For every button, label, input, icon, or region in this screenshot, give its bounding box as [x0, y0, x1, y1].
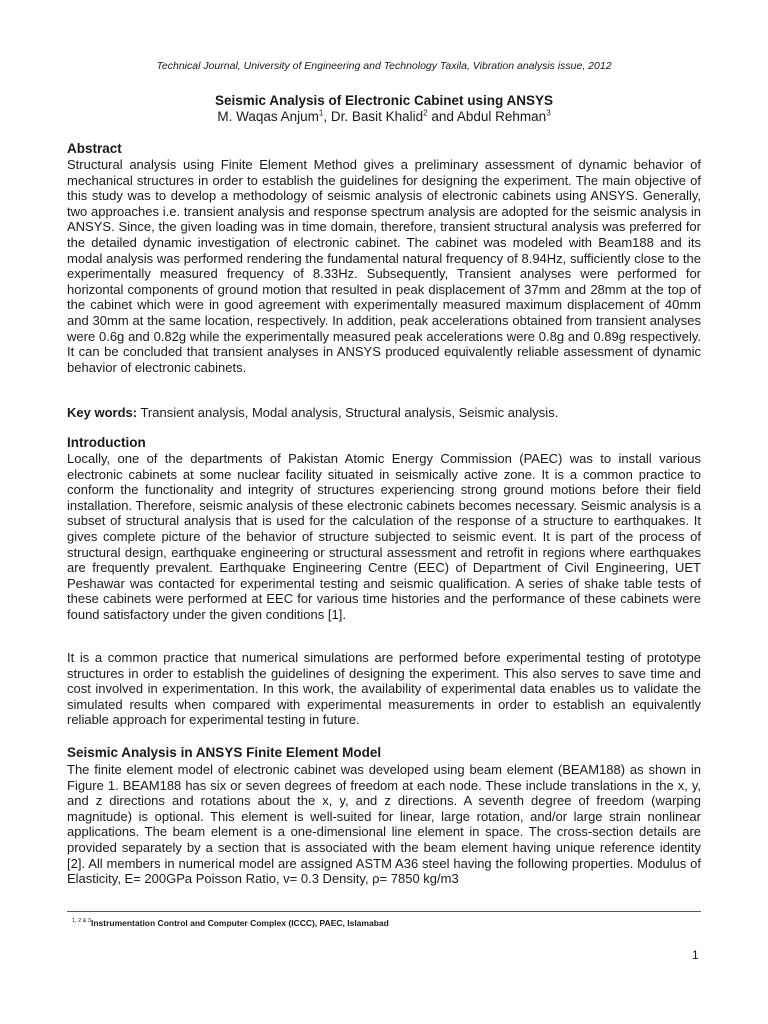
author-1: M. Waqas Anjum — [217, 109, 319, 124]
keywords-label: Key words: — [67, 405, 138, 420]
introduction-paragraph-2: It is a common practice that numerical simulations are performed before experimental testing of prototype structures in order to establish the guidelines of designing the experiment. This also serves to save time and cost involved in experimentation. In this work, the availability of experimental data enables us to validate the simulated results when compared with experimental measurements in order to establish an equivalently reliable approach for experimental testing in future. — [67, 650, 701, 728]
journal-header: Technical Journal, University of Engineering and Technology Taxila, Vibration analysis issue, 2012 — [156, 60, 612, 72]
abstract-heading: Abstract — [67, 141, 122, 156]
paper-title: Seismic Analysis of Electronic Cabinet using ANSYS — [214, 93, 554, 108]
footnote — [72, 918, 389, 928]
abstract-text: Structural analysis using Finite Element Method gives a preliminary assessment of dynamic behavior of mechanical structures in order to establish the guidelines for designing the experiment. The main objective of this study was to develop a methodology of seismic analysis of electronic cabinets using ANSYS. Generally, two approaches i.e. transient analysis and response spectrum analysis are adopted for the seismic analysis in ANSYS. Since, the given loading was in time domain, therefore, transient structural analysis was preferred for the detailed dynamic investigation of electronic cabinet. The cabinet was modeled with Beam188 and its modal analysis was performed rendering the fundamental natural frequency of 8.94Hz, sufficiently close to the experimentally measured frequency of 8.33Hz. Subsequently, Transient analyses were performed for horizontal components of ground motion that resulted in peak displacement of 37mm and 28mm at the top of the cabinet which were in good agreement with experimentally measured maximum displacement of 40mm and 30mm at the same location, respectively. In addition, peak accelerations obtained from transient analyses were 0.6g and 0.82g while the experimentally measured peak accelerations were 0.8g and 0.89g respectively. It can be concluded that transient analyses in ANSYS produced equivalently reliable assessment of dynamic behavior of electronic cabinets. — [67, 157, 701, 375]
section-heading-seismic-analysis: Seismic Analysis in ANSYS Finite Element Model — [67, 745, 382, 760]
author-3: and Abdul Rehman — [427, 109, 547, 124]
footnote-divider — [67, 911, 701, 912]
section-paragraph-fe-model: The finite element model of electronic cabinet was developed using beam element (BEAM188) as shown in Figure 1. BEAM188 has six or seven degrees of freedom at each node. These include translations in the x, y, and z directions and rotations about the x, y, and z directions. A seventh degree of freedom (warping magnitude) is optional. This element is well-suited for linear, large rotation, and/or large strain nonlinear applications. The beam element is a one-dimensional line element in space. The cross-section details are provided separately by a section that is associated with the beam element having unique reference identity [2]. All members in numerical model are assigned ASTM A36 steel having the following properties. Modulus of Elasticity, E= 200GPa Poisson Ratio, v= 0.3 Density, ρ= 7850 kg/m3 — [67, 762, 701, 887]
author-1-affiliation: 1 — [318, 108, 324, 118]
author-3-affiliation: 3 — [546, 108, 551, 118]
footnote-marker: 1, 2 & 3 — [72, 918, 91, 925]
author-list — [67, 109, 701, 124]
keywords-list: Transient analysis, Modal analysis, Structural analysis, Seismic analysis. — [137, 405, 559, 420]
page-number: 1 — [692, 948, 699, 962]
keywords — [67, 405, 701, 421]
footnote-text: Instrumentation Control and Computer Complex (ICCC), PAEC, Islamabad — [90, 918, 389, 928]
introduction-paragraph-1: Locally, one of the departments of Pakistan Atomic Energy Commission (PAEC) was to install various electronic cabinets at some nuclear facility situated in seismically active zone. It is a common practice to conform the functionality and integrity of structures experiencing strong ground motions before their field installation. Therefore, seismic analysis of these electronic cabinets becomes necessary. Seismic analysis is a subset of structural analysis that is used for the calculation of the response of a structure to earthquakes. It gives complete picture of the behavior of structure subjected to seismic event. It is part of the process of structural design, earthquake engineering or structural assessment and retrofit in regions where earthquakes are frequently prevalent. Earthquake Engineering Centre (EEC) of Department of Civil Engineering, UET Peshawar was contacted for experimental testing and seismic qualification. A series of shake table tests of these cabinets were performed at EEC for various time histories and the performance of these cabinets were found satisfactory under the given conditions [1]. — [67, 451, 701, 622]
author-2-affiliation: 2 — [423, 108, 428, 118]
author-2: , Dr. Basit Khalid — [323, 109, 424, 124]
introduction-heading: Introduction — [67, 435, 146, 450]
